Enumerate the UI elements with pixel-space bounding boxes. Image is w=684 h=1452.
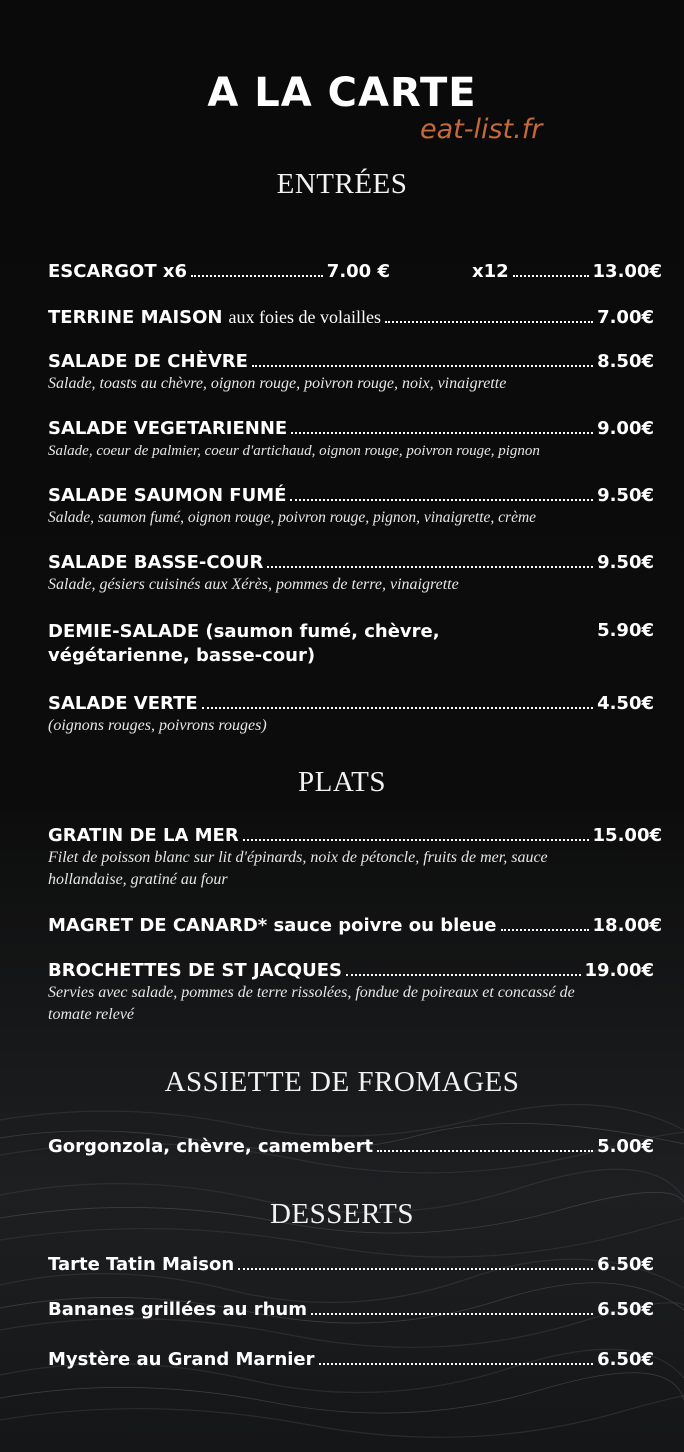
item-name: ESCARGOT x6	[48, 261, 188, 282]
menu-item-gratin	[48, 825, 662, 891]
item-price: 6.50€	[597, 1299, 654, 1320]
item-name: BROCHETTES DE ST JACQUES	[48, 960, 342, 981]
item-name: SALADE VEGETARIENNE	[48, 418, 288, 439]
item-name: Mystère au Grand Marnier	[48, 1349, 315, 1370]
item-price: 19.00€	[584, 960, 654, 981]
item-description: Servies avec salade, pommes de terre rissolées, fondue de poireaux et concassé de tomate relevé	[48, 984, 575, 1023]
item-price: 6.50€	[597, 1254, 654, 1275]
leader-dots	[191, 275, 323, 277]
menu-item-assiette-fromages	[48, 1136, 654, 1157]
menu-item-salade-chevre	[48, 351, 654, 395]
item-name: MAGRET DE CANARD* sauce poivre ou bleue	[48, 915, 497, 936]
leader-dots	[319, 1363, 594, 1365]
item-price: 9.00€	[597, 418, 654, 439]
leader-dots	[202, 707, 593, 709]
item-price: 4.50€	[597, 693, 654, 714]
leader-dots	[290, 499, 593, 501]
leader-dots	[267, 566, 593, 568]
item-name: Tarte Tatin Maison	[48, 1254, 235, 1275]
item-name: Gorgonzola, chèvre, camembert	[48, 1136, 374, 1157]
item-name: SALADE VERTE	[48, 693, 198, 714]
item-description: Filet de poisson blanc sur lit d'épinards, noix de pétoncle, fruits de mer, sauce hollandaise, gratiné au four	[48, 849, 548, 888]
menu-item-salade-vegetarienne	[48, 418, 654, 462]
leader-dots	[346, 974, 581, 976]
leader-dots	[238, 1268, 593, 1270]
menu-item-terrine	[48, 307, 654, 328]
item-price: 18.00€	[592, 915, 662, 936]
menu-item-salade-saumon	[48, 485, 654, 529]
section-title-fromages: ASSIETTE DE FROMAGES	[164, 1066, 520, 1098]
watermark: eat-list.fr	[420, 114, 543, 145]
item-description: Salade, coeur de palmier, coeur d'artichaud, oignon rouge, poivron rouge, pignon	[48, 443, 540, 459]
item-name: GRATIN DE LA MER	[48, 825, 239, 846]
menu-item-salade-basse-cour	[48, 552, 654, 596]
menu-item-demie-salade	[48, 620, 654, 672]
menu-item-salade-verte	[48, 693, 654, 737]
item-description: Salade, toasts au chèvre, oignon rouge, poivron rouge, noix, vinaigrette	[48, 375, 507, 392]
item-price: 6.50€	[597, 1349, 654, 1370]
item-description: Salade, gésiers cuisinés aux Xérès, pommes de terre, vinaigrette	[48, 576, 459, 593]
item-description: (oignons rouges, poivrons rouges)	[48, 717, 267, 734]
leader-dots	[243, 839, 589, 841]
leader-dots	[377, 1150, 593, 1152]
menu-item-magret	[48, 915, 662, 936]
item-price: 5.00€	[597, 1136, 654, 1157]
item-name-x12: x12	[472, 261, 509, 282]
leader-dots	[252, 365, 593, 367]
item-price: 7.00 €	[326, 261, 390, 282]
menu-item-tarte-tatin	[48, 1254, 654, 1275]
section-title-entrees: ENTRÉES	[276, 168, 408, 200]
item-name: DEMIE-SALADE (saumon fumé, chèvre, végétarienne, basse-cour)	[48, 621, 440, 666]
leader-dots	[513, 275, 589, 277]
item-name: SALADE SAUMON FUMÉ	[48, 485, 287, 506]
item-price-x12: 13.00€	[592, 261, 662, 282]
item-price: 9.50€	[597, 485, 654, 506]
item-price: 15.00€	[592, 825, 662, 846]
leader-dots	[501, 929, 589, 931]
item-price: 8.50€	[597, 351, 654, 372]
section-title-desserts: DESSERTS	[269, 1198, 415, 1230]
menu-item-escargot	[48, 261, 662, 282]
item-price: 5.90€	[597, 620, 654, 641]
item-description: Salade, saumon fumé, oignon rouge, poivron rouge, pignon, vinaigrette, crème	[48, 509, 537, 526]
leader-dots	[385, 321, 593, 323]
section-title-plats: PLATS	[298, 766, 386, 798]
menu-item-brochettes	[48, 960, 654, 1026]
item-subtitle: aux foies de volailles	[228, 307, 381, 327]
item-name: SALADE DE CHÈVRE	[48, 351, 248, 372]
item-price: 7.00€	[597, 307, 654, 328]
menu-item-mystere	[48, 1349, 654, 1370]
page-title: A LA CARTE	[207, 70, 477, 116]
menu-item-bananes	[48, 1299, 654, 1320]
item-price: 9.50€	[597, 552, 654, 573]
leader-dots	[311, 1313, 593, 1315]
item-name: TERRINE MAISON	[48, 307, 223, 328]
leader-dots	[291, 432, 593, 434]
item-name: Bananes grillées au rhum	[48, 1299, 307, 1320]
item-name: SALADE BASSE-COUR	[48, 552, 264, 573]
